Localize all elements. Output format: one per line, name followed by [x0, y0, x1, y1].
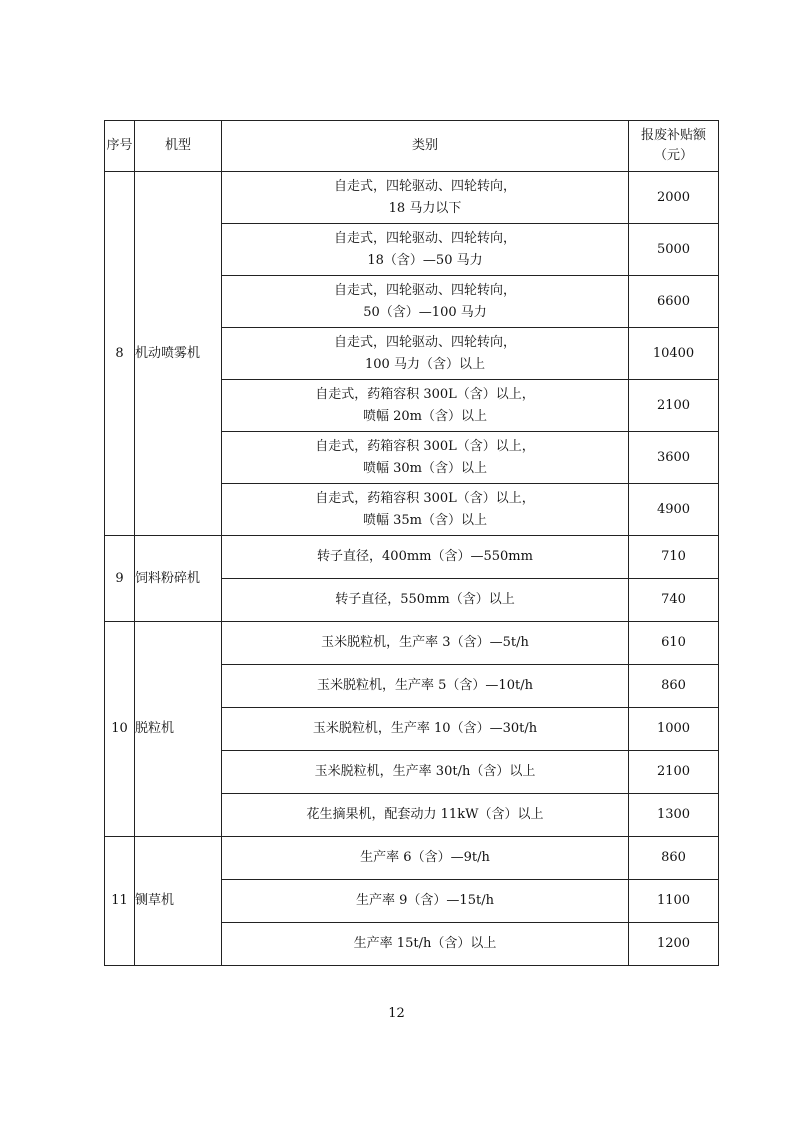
subsidy-amount: 2000	[629, 172, 719, 224]
category-cell	[222, 432, 629, 484]
category-line: 花生摘果机，配套动力 11kW（含）以上	[306, 807, 544, 822]
category-cell	[222, 622, 629, 665]
subsidy-amount: 2100	[629, 380, 719, 432]
category-line: 玉米脱粒机，生产率 10（含）—30t/h	[312, 721, 538, 736]
subsidy-amount: 1000	[629, 708, 719, 751]
category-line: 自走式，四轮驱动、四轮转向，	[333, 334, 516, 350]
category-line: 自走式，四轮驱动、四轮转向，	[333, 230, 516, 246]
category-cell	[222, 923, 629, 966]
subsidy-amount: 1300	[629, 794, 719, 837]
subsidy-amount: 6600	[629, 276, 719, 328]
category-line: 自走式，四轮驱动、四轮转向，	[333, 178, 516, 194]
category-line: 18（含）—50 马力	[367, 252, 483, 268]
category-line: 喷幅 30m（含）以上	[362, 460, 487, 476]
category-line: 18 马力以下	[388, 200, 462, 216]
subsidy-amount: 860	[629, 837, 719, 880]
category-line: 转子直径，400mm（含）—550mm	[317, 549, 533, 564]
category-line: 转子直径，550mm（含）以上	[335, 592, 515, 607]
category-cell	[222, 794, 629, 837]
category-cell	[222, 880, 629, 923]
machine-model: 铡草机	[135, 837, 222, 966]
header-amount-line1: 报废补贴额	[640, 128, 706, 143]
machine-model: 脱粒机	[135, 622, 222, 837]
category-cell	[222, 536, 629, 579]
table-row	[105, 172, 719, 224]
category-cell	[222, 708, 629, 751]
page-number: 12	[388, 1006, 405, 1021]
category-cell	[222, 328, 629, 380]
category-line: 50（含）—100 马力	[363, 304, 487, 320]
subsidy-amount: 610	[629, 622, 719, 665]
category-line: 喷幅 20m（含）以上	[362, 408, 487, 424]
subsidy-amount: 860	[629, 665, 719, 708]
subsidy-amount: 5000	[629, 224, 719, 276]
subsidy-amount: 3600	[629, 432, 719, 484]
subsidy-table	[104, 120, 719, 966]
table-row	[105, 536, 719, 579]
table-row	[105, 622, 719, 665]
subsidy-amount: 710	[629, 536, 719, 579]
category-line: 玉米脱粒机，生产率 5（含）—10t/h	[317, 678, 533, 693]
subsidy-amount: 10400	[629, 328, 719, 380]
group-number: 10	[105, 622, 135, 837]
category-line: 100 马力（含）以上	[365, 356, 485, 372]
category-cell	[222, 380, 629, 432]
header-row	[105, 121, 719, 172]
subsidy-amount: 1200	[629, 923, 719, 966]
subsidy-amount: 1100	[629, 880, 719, 923]
category-line: 玉米脱粒机，生产率 3（含）—5t/h	[321, 635, 529, 650]
category-line: 自走式，药箱容积 300L（含）以上，	[315, 386, 535, 402]
category-line: 生产率 15t/h（含）以上	[353, 936, 497, 951]
category-cell	[222, 665, 629, 708]
category-cell	[222, 751, 629, 794]
group-number: 11	[105, 837, 135, 966]
header-amount	[629, 121, 719, 172]
category-cell	[222, 837, 629, 880]
category-cell	[222, 579, 629, 622]
header-amount-line2: （元）	[653, 148, 693, 163]
header-model: 机型	[135, 121, 222, 172]
table-row	[105, 837, 719, 880]
header-no: 序号	[105, 121, 135, 172]
category-line: 自走式，药箱容积 300L（含）以上，	[315, 438, 535, 454]
table-body	[105, 172, 719, 966]
category-line: 玉米脱粒机，生产率 30t/h（含）以上	[314, 764, 536, 779]
machine-model: 机动喷雾机	[135, 172, 222, 536]
category-line: 自走式，药箱容积 300L（含）以上，	[315, 490, 535, 506]
group-number: 9	[105, 536, 135, 622]
category-cell	[222, 484, 629, 536]
group-number: 8	[105, 172, 135, 536]
subsidy-amount: 740	[629, 579, 719, 622]
machine-model: 饲料粉碎机	[135, 536, 222, 622]
header-category: 类别	[222, 121, 629, 172]
subsidy-amount: 4900	[629, 484, 719, 536]
category-cell	[222, 172, 629, 224]
subsidy-amount: 2100	[629, 751, 719, 794]
category-line: 自走式，四轮驱动、四轮转向，	[333, 282, 516, 298]
category-cell	[222, 224, 629, 276]
category-line: 喷幅 35m（含）以上	[362, 512, 487, 528]
category-line: 生产率 6（含）—9t/h	[360, 850, 490, 865]
category-line: 生产率 9（含）—15t/h	[356, 893, 494, 908]
category-cell	[222, 276, 629, 328]
